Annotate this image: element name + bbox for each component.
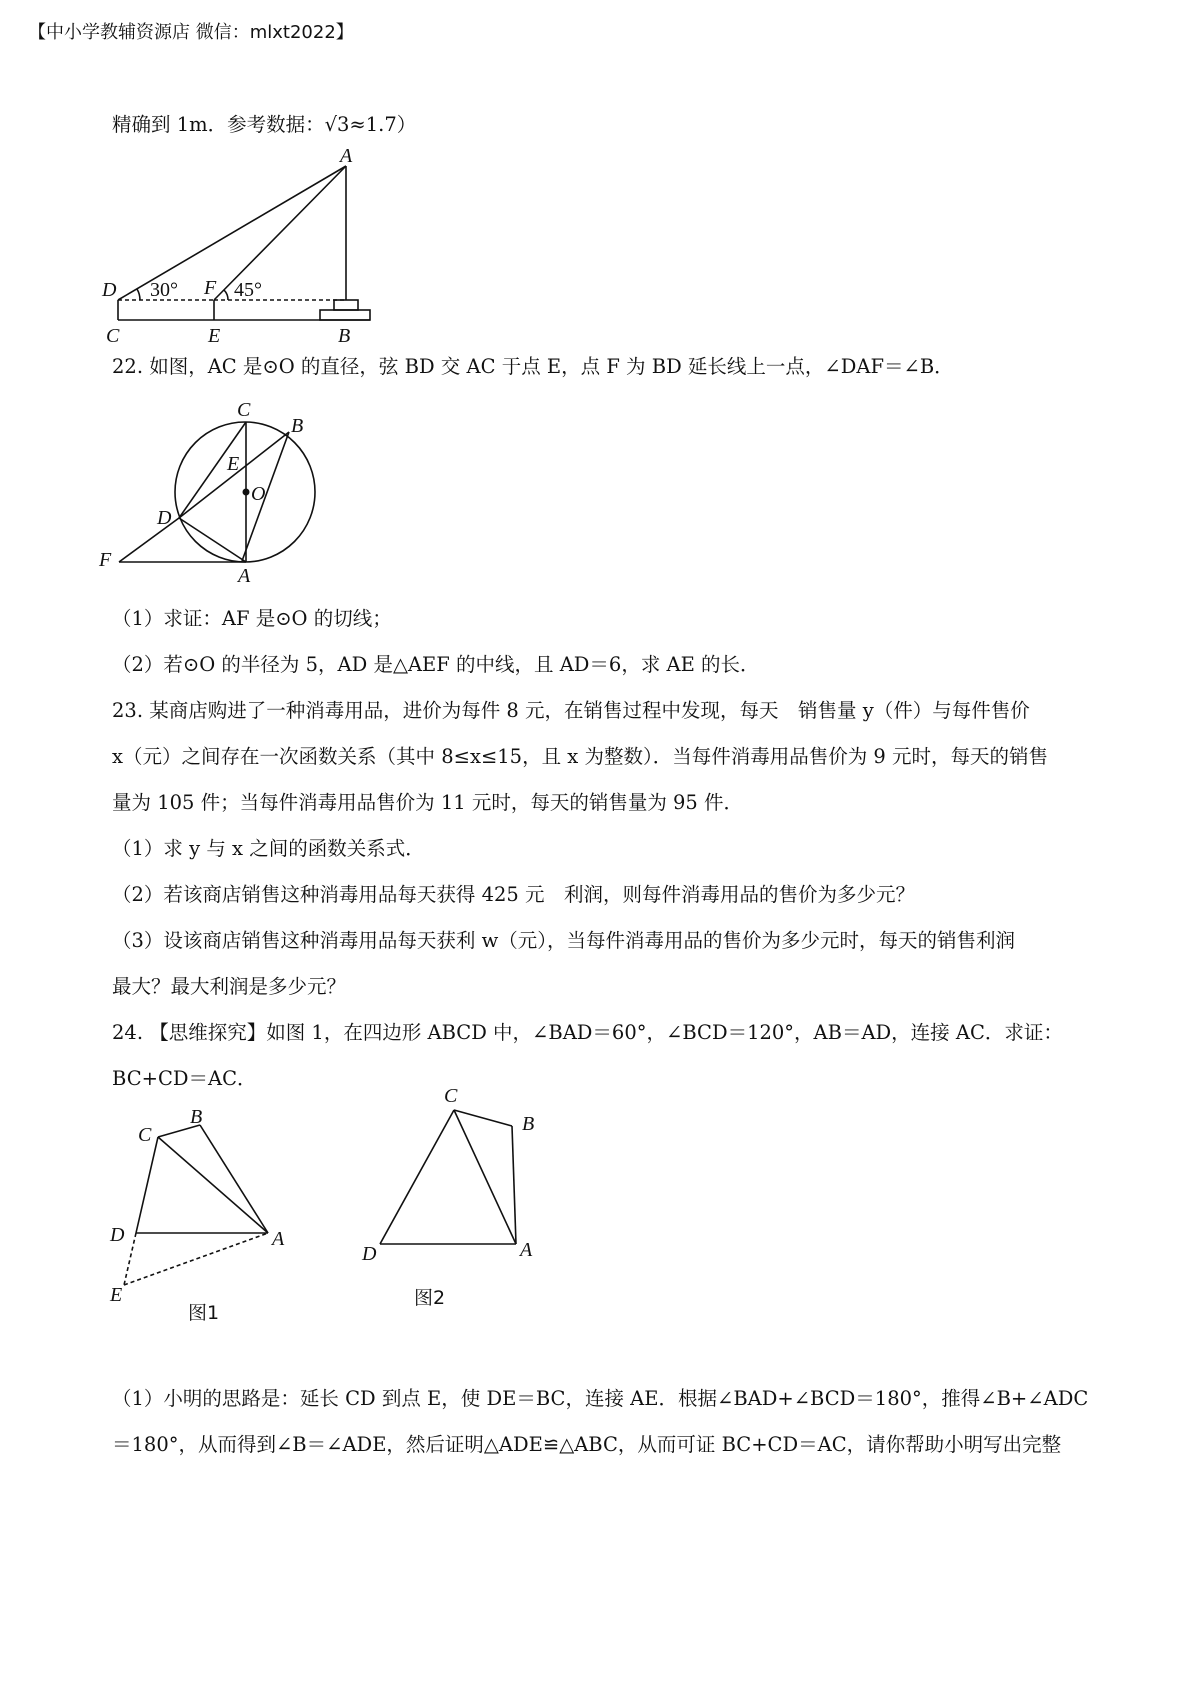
- problem-24-part1-line1: （1）小明的思路是：延长 CD 到点 E，使 DE＝BC，连接 AE．根据∠BAD+∠BCD＝180°，推得∠B+∠ADC: [112, 1387, 1089, 1410]
- label-C: C: [237, 399, 251, 421]
- problem-24-line1: 24. 【思维探究】如图 1，在四边形 ABCD 中，∠BAD＝60°，∠BCD＝120°，AB＝AD，连接 AC．求证：: [112, 1021, 1063, 1044]
- text-line-precision: 精确到 1m．参考数据：√3≈1.7）: [112, 113, 417, 136]
- label-F: F: [99, 549, 112, 571]
- label-E: E: [208, 325, 221, 347]
- problem-23-part1: （1）求 y 与 x 之间的函数关系式．: [112, 837, 425, 860]
- figure-1-caption: 图1: [188, 1302, 220, 1324]
- label-O: O: [251, 483, 266, 505]
- problem-23-line3: 量为 105 件；当每件消毒用品售价为 11 元时，每天的销售量为 95 件．: [112, 791, 744, 814]
- label-angle-30: 30°: [150, 279, 178, 301]
- figure-building-angles: [100, 145, 400, 350]
- label-F: F: [204, 277, 217, 299]
- label-B: B: [190, 1106, 203, 1128]
- label-D: D: [157, 507, 172, 529]
- label-E: E: [110, 1284, 123, 1306]
- label-C: C: [106, 325, 120, 347]
- figure-quadrilateral-1: [100, 1106, 340, 1355]
- problem-22-part1: （1）求证：AF 是⊙O 的切线；: [112, 607, 392, 630]
- label-D: D: [110, 1224, 125, 1246]
- label-D: D: [362, 1243, 377, 1265]
- label-B: B: [522, 1113, 535, 1135]
- label-C: C: [138, 1124, 152, 1146]
- label-A: A: [238, 565, 251, 587]
- figure-2-caption: 图2: [414, 1287, 446, 1309]
- label-D: D: [102, 279, 117, 301]
- problem-23-part3-line1: （3）设该商店销售这种消毒用品每天获利 w（元），当每件消毒用品的售价为多少元时，每天的销售利润: [112, 929, 1016, 952]
- label-C: C: [444, 1085, 458, 1107]
- problem-24-line2: BC+CD＝AC．: [112, 1067, 257, 1090]
- label-A: A: [340, 145, 353, 167]
- problem-22-part2: （2）若⊙O 的半径为 5，AD 是△AEF 的中线，且 AD＝6，求 AE 的长．: [112, 653, 760, 676]
- page-header: 【中小学教辅资源店 微信：mlxt2022】: [28, 22, 354, 43]
- problem-23-line2: x（元）之间存在一次函数关系（其中 8≤x≤15，且 x 为整数）．当每件消毒用品售价为 9 元时，每天的销售: [112, 745, 1049, 768]
- problem-22-statement: 22. 如图，AC 是⊙O 的直径，弦 BD 交 AC 于点 E，点 F 为 BD 延长线上一点，∠DAF＝∠B．: [112, 355, 954, 378]
- label-B: B: [338, 325, 351, 347]
- figure-circle: [95, 400, 375, 640]
- label-angle-45: 45°: [234, 279, 262, 301]
- problem-23-part3-line2: 最大？最大利润是多少元？: [112, 975, 347, 998]
- figure-quadrilateral-2: [340, 1085, 560, 1330]
- problem-23-part2: （2）若该商店销售这种消毒用品每天获得 425 元 利润，则每件消毒用品的售价为多少元？: [112, 883, 916, 906]
- label-A: A: [272, 1228, 285, 1250]
- label-E: E: [227, 453, 240, 475]
- problem-23-line1: 23. 某商店购进了一种消毒用品，进价为每件 8 元，在销售过程中发现，每天 销售量 y（件）与每件售价: [112, 699, 1030, 722]
- label-A: A: [520, 1239, 533, 1261]
- label-B: B: [291, 415, 304, 437]
- problem-24-part1-line2: ＝180°，从而得到∠B＝∠ADE，然后证明△ADE≌△ABC，从而可证 BC+CD＝AC，请你帮助小明写出完整: [112, 1433, 1062, 1456]
